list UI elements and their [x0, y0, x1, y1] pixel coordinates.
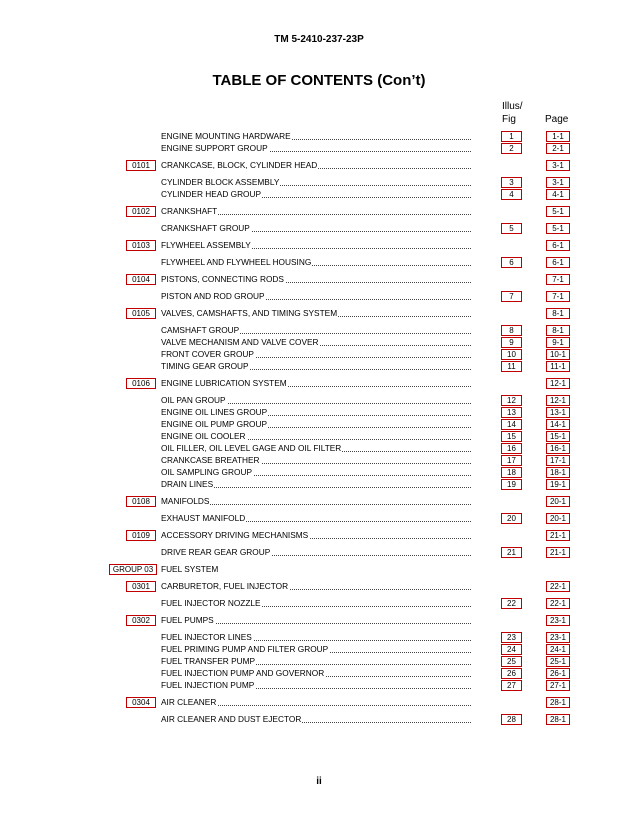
figure-link[interactable]: 18 [501, 467, 522, 478]
page-link[interactable]: 7-1 [546, 274, 570, 285]
page-link[interactable]: 26-1 [546, 668, 570, 679]
figure-link[interactable]: 15 [501, 431, 522, 442]
toc-row [0, 530, 638, 541]
page-number: ii [316, 776, 322, 787]
toc-entry-text: FUEL INJECTION PUMP [161, 680, 255, 690]
toc-entry-label [161, 564, 471, 575]
toc-entry-label [161, 479, 471, 490]
toc-entry-text: DRIVE REAR GEAR GROUP [161, 547, 271, 557]
page-link[interactable]: 24-1 [546, 644, 570, 655]
toc-entry-label [161, 680, 471, 691]
toc-row [0, 257, 638, 268]
page-link[interactable]: 16-1 [546, 443, 570, 454]
section-code[interactable]: 0104 [126, 274, 156, 285]
toc-row [0, 177, 638, 188]
column-header-illus-fig: Illus/ Fig [502, 101, 523, 125]
toc-entry-text: ENGINE OIL COOLER [161, 431, 246, 441]
page-link[interactable]: 5-1 [546, 223, 570, 234]
page-link[interactable]: 27-1 [546, 680, 570, 691]
toc-row [0, 223, 638, 234]
toc-entry-text: ACCESSORY DRIVING MECHANISMS [161, 530, 309, 540]
figure-link[interactable]: 1 [501, 131, 522, 142]
toc-entry-text: FUEL TRANSFER PUMP [161, 656, 256, 666]
figure-link[interactable]: 8 [501, 325, 522, 336]
section-code[interactable]: 0109 [126, 530, 156, 541]
page-link[interactable]: 22-1 [546, 598, 570, 609]
figure-link[interactable]: 13 [501, 407, 522, 418]
toc-row [0, 361, 638, 372]
page-link[interactable]: 17-1 [546, 455, 570, 466]
page-link[interactable]: 14-1 [546, 419, 570, 430]
toc-row [0, 513, 638, 524]
page-link[interactable]: 25-1 [546, 656, 570, 667]
toc-entry-text: CRANKSHAFT GROUP [161, 223, 250, 233]
toc-entry-label [161, 407, 471, 418]
toc-row [0, 496, 638, 507]
toc-row [0, 407, 638, 418]
toc-entry-text: MANIFOLDS [161, 496, 210, 506]
toc-row [0, 274, 638, 285]
toc-entry-text: ENGINE LUBRICATION SYSTEM [161, 378, 287, 388]
section-code[interactable]: 0301 [126, 581, 156, 592]
page-link[interactable]: 21-1 [546, 530, 570, 541]
figure-link[interactable]: 25 [501, 656, 522, 667]
toc-entry-text: ENGINE MOUNTING HARDWARE [161, 131, 291, 141]
toc-entry-text: VALVES, CAMSHAFTS, AND TIMING SYSTEM [161, 308, 338, 318]
column-header-page: Page [545, 114, 569, 125]
toc-row [0, 308, 638, 319]
toc-entry-label [161, 378, 471, 389]
page-link[interactable]: 19-1 [546, 479, 570, 490]
toc-entry-label [161, 349, 471, 360]
toc-entry-label [161, 467, 471, 478]
toc-entry-label [161, 308, 471, 319]
toc-entry-label [161, 257, 471, 268]
section-code[interactable]: 0102 [126, 206, 156, 217]
toc-entry-text: ENGINE SUPPORT GROUP [161, 143, 268, 153]
toc-entry-label [161, 632, 471, 643]
page-link[interactable]: 5-1 [546, 206, 570, 217]
toc-entry-label [161, 581, 471, 592]
toc-entry-text: ENGINE OIL PUMP GROUP [161, 419, 268, 429]
toc-entry-text: CRANKCASE BREATHER [161, 455, 260, 465]
figure-link[interactable]: 27 [501, 680, 522, 691]
toc-entry-text: FUEL INJECTION PUMP AND GOVERNOR [161, 668, 325, 678]
toc-row [0, 189, 638, 200]
figure-link[interactable]: 24 [501, 644, 522, 655]
toc-entry-label [161, 668, 471, 679]
toc-entry-text: TIMING GEAR GROUP [161, 361, 249, 371]
page-link[interactable]: 12-1 [546, 378, 570, 389]
toc-entry-label [161, 274, 471, 285]
toc-row [0, 668, 638, 679]
toc-entry-label [161, 431, 471, 442]
toc-entry-text: VALVE MECHANISM AND VALVE COVER [161, 337, 319, 347]
page-link[interactable]: 22-1 [546, 581, 570, 592]
figure-link[interactable]: 16 [501, 443, 522, 454]
toc-entry-label [161, 530, 471, 541]
toc-entry-text: CARBURETOR, FUEL INJECTOR [161, 581, 289, 591]
toc-row [0, 419, 638, 430]
toc-entry-text: CRANKSHAFT [161, 206, 218, 216]
figure-link[interactable]: 22 [501, 598, 522, 609]
figure-link[interactable]: 10 [501, 349, 522, 360]
toc-row [0, 395, 638, 406]
page-link[interactable]: 3-1 [546, 177, 570, 188]
page-link[interactable]: 2-1 [546, 143, 570, 154]
toc-entry-label [161, 598, 471, 609]
page-link[interactable]: 28-1 [546, 697, 570, 708]
toc-entry-label [161, 697, 471, 708]
toc-entry-label [161, 177, 471, 188]
page-link[interactable]: 6-1 [546, 240, 570, 251]
toc-entry-text: FLYWHEEL ASSEMBLY [161, 240, 251, 250]
figure-link[interactable]: 2 [501, 143, 522, 154]
toc-row [0, 143, 638, 154]
toc-entry-label [161, 395, 471, 406]
page-link[interactable]: 3-1 [546, 160, 570, 171]
figure-link[interactable]: 9 [501, 337, 522, 348]
figure-link[interactable]: 26 [501, 668, 522, 679]
page-link[interactable]: 23-1 [546, 615, 570, 626]
toc-row [0, 714, 638, 725]
section-code[interactable]: GROUP 03 [109, 564, 157, 575]
page-link[interactable]: 1-1 [546, 131, 570, 142]
toc-entry-label [161, 240, 471, 251]
toc-row [0, 644, 638, 655]
toc-entry-text: CYLINDER HEAD GROUP [161, 189, 262, 199]
toc-entry-text: FRONT COVER GROUP [161, 349, 254, 359]
figure-link[interactable]: 5 [501, 223, 522, 234]
page-link[interactable]: 9-1 [546, 337, 570, 348]
figure-link[interactable]: 7 [501, 291, 522, 302]
toc-entry-label [161, 656, 471, 667]
section-code[interactable]: 0103 [126, 240, 156, 251]
toc-row [0, 547, 638, 558]
page-link[interactable]: 23-1 [546, 632, 570, 643]
toc-entry-label [161, 513, 471, 524]
toc-row [0, 349, 638, 360]
toc-row [0, 455, 638, 466]
toc-entry-text: FUEL SYSTEM [161, 564, 219, 574]
toc-entry-text: DRAIN LINES [161, 479, 214, 489]
figure-link[interactable]: 14 [501, 419, 522, 430]
page-link[interactable]: 7-1 [546, 291, 570, 302]
figure-link[interactable]: 6 [501, 257, 522, 268]
toc-entry-text: EXHAUST MANIFOLD [161, 513, 246, 523]
section-code[interactable]: 0302 [126, 615, 156, 626]
toc-entry-text: FUEL PUMPS [161, 615, 214, 625]
toc-entry-label [161, 325, 471, 336]
toc-entry-text: OIL FILLER, OIL LEVEL GAGE AND OIL FILTER [161, 443, 342, 453]
page-title: TABLE OF CONTENTS (Con’t) [212, 72, 426, 89]
toc-row [0, 581, 638, 592]
toc-entry-label [161, 189, 471, 200]
document-id: TM 5-2410-237-23P [274, 34, 364, 45]
toc-row [0, 378, 638, 389]
toc-entry-label [161, 443, 471, 454]
toc-entry-text: PISTON AND ROD GROUP [161, 291, 265, 301]
toc-entry-label [161, 206, 471, 217]
page-link[interactable]: 21-1 [546, 547, 570, 558]
toc-row [0, 467, 638, 478]
figure-link[interactable]: 20 [501, 513, 522, 524]
page-link[interactable]: 10-1 [546, 349, 570, 360]
toc-entry-label [161, 496, 471, 507]
figure-link[interactable]: 4 [501, 189, 522, 200]
toc-entry-text: FLYWHEEL AND FLYWHEEL HOUSING [161, 257, 312, 267]
toc-entry-text: PISTONS, CONNECTING RODS [161, 274, 284, 284]
toc-row [0, 160, 638, 171]
section-code[interactable]: 0304 [126, 697, 156, 708]
toc-entry-text: AIR CLEANER [161, 697, 217, 707]
toc-row [0, 325, 638, 336]
figure-link[interactable]: 3 [501, 177, 522, 188]
toc-entry-label [161, 455, 471, 466]
toc-row [0, 632, 638, 643]
page-link[interactable]: 18-1 [546, 467, 570, 478]
page-link[interactable]: 20-1 [546, 513, 570, 524]
toc-row [0, 564, 638, 575]
toc-entry-text: FUEL PRIMING PUMP AND FILTER GROUP [161, 644, 329, 654]
toc-entry-label [161, 615, 471, 626]
page-link[interactable]: 11-1 [546, 361, 570, 372]
toc-entry-label [161, 291, 471, 302]
toc-row [0, 337, 638, 348]
toc-row [0, 598, 638, 609]
toc-entry-text: FUEL INJECTOR LINES [161, 632, 252, 642]
toc-entry-text: AIR CLEANER AND DUST EJECTOR [161, 714, 302, 724]
figure-link[interactable]: 12 [501, 395, 522, 406]
toc-entry-label [161, 547, 471, 558]
toc-row [0, 291, 638, 302]
page-link[interactable]: 8-1 [546, 325, 570, 336]
page-link[interactable]: 13-1 [546, 407, 570, 418]
toc-entry-text: CAMSHAFT GROUP [161, 325, 240, 335]
page-link[interactable]: 28-1 [546, 714, 570, 725]
figure-link[interactable]: 23 [501, 632, 522, 643]
figure-link[interactable]: 21 [501, 547, 522, 558]
section-code[interactable]: 0105 [126, 308, 156, 319]
figure-link[interactable]: 19 [501, 479, 522, 490]
toc-row [0, 680, 638, 691]
toc-row [0, 431, 638, 442]
page-link[interactable]: 8-1 [546, 308, 570, 319]
toc-entry-text: OIL PAN GROUP [161, 395, 226, 405]
toc-row [0, 443, 638, 454]
toc-entry-label [161, 143, 471, 154]
toc-row [0, 206, 638, 217]
toc-entry-text: OIL SAMPLING GROUP [161, 467, 252, 477]
toc-entry-label [161, 361, 471, 372]
toc-entry-text: CYLINDER BLOCK ASSEMBLY [161, 177, 280, 187]
toc-entry-label [161, 160, 471, 171]
page-link[interactable]: 6-1 [546, 257, 570, 268]
toc-entry-label [161, 337, 471, 348]
toc-entry-label [161, 223, 471, 234]
page-link[interactable]: 20-1 [546, 496, 570, 507]
figure-link[interactable]: 11 [501, 361, 522, 372]
page-link[interactable]: 4-1 [546, 189, 570, 200]
toc-row [0, 615, 638, 626]
toc-row [0, 697, 638, 708]
toc-row [0, 656, 638, 667]
toc-row [0, 479, 638, 490]
page-link[interactable]: 12-1 [546, 395, 570, 406]
toc-row [0, 240, 638, 251]
section-code[interactable]: 0101 [126, 160, 156, 171]
toc-entry-text: ENGINE OIL LINES GROUP [161, 407, 268, 417]
section-code[interactable]: 0106 [126, 378, 156, 389]
toc-entry-label [161, 714, 471, 725]
page-link[interactable]: 15-1 [546, 431, 570, 442]
figure-link[interactable]: 28 [501, 714, 522, 725]
toc-entry-label [161, 644, 471, 655]
section-code[interactable]: 0108 [126, 496, 156, 507]
toc-entry-text: CRANKCASE, BLOCK, CYLINDER HEAD [161, 160, 318, 170]
toc-row [0, 131, 638, 142]
figure-link[interactable]: 17 [501, 455, 522, 466]
toc-entry-label [161, 131, 471, 142]
toc-entry-label [161, 419, 471, 430]
toc-entry-text: FUEL INJECTOR NOZZLE [161, 598, 261, 608]
